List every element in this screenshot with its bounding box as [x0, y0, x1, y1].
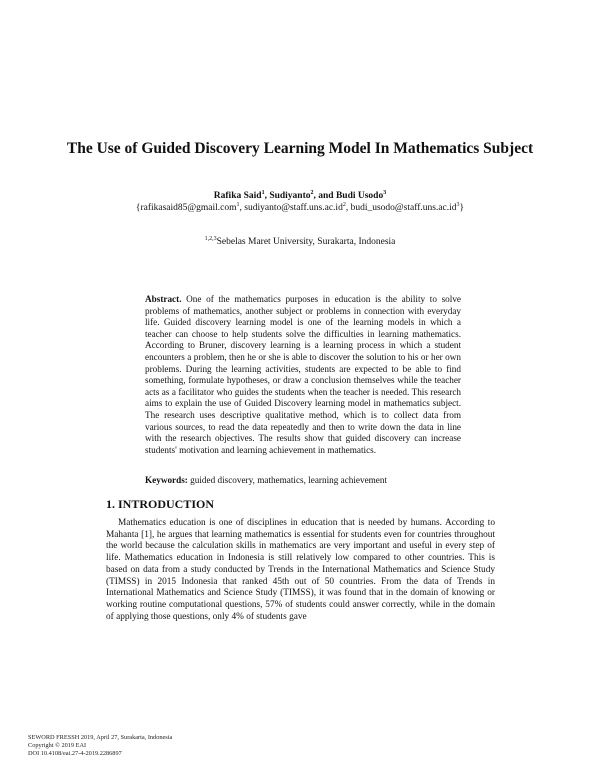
abstract — [145, 294, 461, 456]
email: , budi_usodo@staff.uns.ac.id — [345, 203, 457, 213]
email-superscript: 2 — [342, 201, 346, 208]
affiliation-text: Sebelas Maret University, Surakarta, Indonesia — [216, 237, 396, 247]
email: , sudiyanto@staff.uns.ac.id — [239, 203, 343, 213]
abstract-text: One of the mathematics purposes in education is the ability to solve problems of mathematics, another subject or problems in connection with everyday life. Guided discovery learning model is one of the learning models in which a teacher can choose to help students solve the difficulties in learning mathematics. According to Bruner, discovery learning is a learning process in which a student encounters a problem, then he or she is able to discover the solution to his or her own problems. During the learning activities, students are expected to be able to find something, formulate hypotheses, or draw a conclusion themselves while the teacher acts as a facilitator who guides the students when the teacher is needed. This research aims to explain the use of Guided Discovery learning model in mathematics subject. The research uses descriptive qualitative method, which is to collect data from various sources, to read the data repeatedly and then to write down the data in line with the research objectives. The results show that guided discovery can increase students' motivation and learning achievement in mathematics. — [145, 294, 461, 455]
keywords — [145, 475, 461, 487]
author-superscript: 1 — [261, 189, 265, 196]
section-heading-introduction: 1. INTRODUCTION — [106, 497, 215, 511]
author-separator: , and — [313, 191, 336, 201]
email-close-brace: } — [459, 203, 465, 213]
footer-doi: DOI 10.4108/eai.27-4-2019.2286897 — [28, 750, 122, 758]
author-superscript: 2 — [310, 189, 314, 196]
email-superscript: 1 — [236, 201, 240, 208]
keywords-label: Keywords: — [145, 475, 188, 485]
author-name: Sudiyanto — [269, 191, 311, 201]
author-emails — [60, 202, 540, 214]
footer-copyright: Copyright © 2019 EAI — [28, 742, 87, 750]
author-separator: , — [264, 191, 270, 201]
author-superscript: 3 — [383, 189, 387, 196]
keywords-text: guided discovery, mathematics, learning achievement — [187, 475, 388, 485]
affiliation-superscript: 1,2,3 — [204, 235, 217, 242]
page-footer — [28, 734, 328, 759]
email-superscript: 3 — [456, 201, 460, 208]
email: {rafikasaid85@gmail.com — [135, 203, 237, 213]
author-list — [60, 190, 540, 202]
paper-title: The Use of Guided Discovery Learning Model In Mathematics Subject — [66, 140, 534, 157]
author-name: Budi Usodo — [335, 191, 384, 201]
affiliation — [60, 236, 540, 248]
abstract-label: Abstract. — [145, 294, 182, 304]
introduction-paragraph: Mathematics education is one of disciplines in education that is needed by humans. According to Mahanta [1], he argues that learning mathematics is essential for students even for countries throughout the world because the calculation skills in mathematics are very important and useful in every step of life. Mathematics education in Indonesia is still relatively low compared to other countries. This is based on data from a study conducted by Trends in the International Mathematics and Science Study (TIMSS) in 2015 Indonesia that ranked 45th out of 50 countries. From the data of Trends in International Mathematics and Science Study (TIMSS), it was found that in the domain of knowing or working routine computational questions, 57% of students could answer correctly, while in the domain of applying those questions, only 4% of students gave — [106, 518, 495, 622]
author-name: Rafika Said — [213, 191, 262, 201]
footer-conference: SEWORD FRESSH 2019, April 27, Surakarta, Indonesia — [28, 734, 173, 741]
